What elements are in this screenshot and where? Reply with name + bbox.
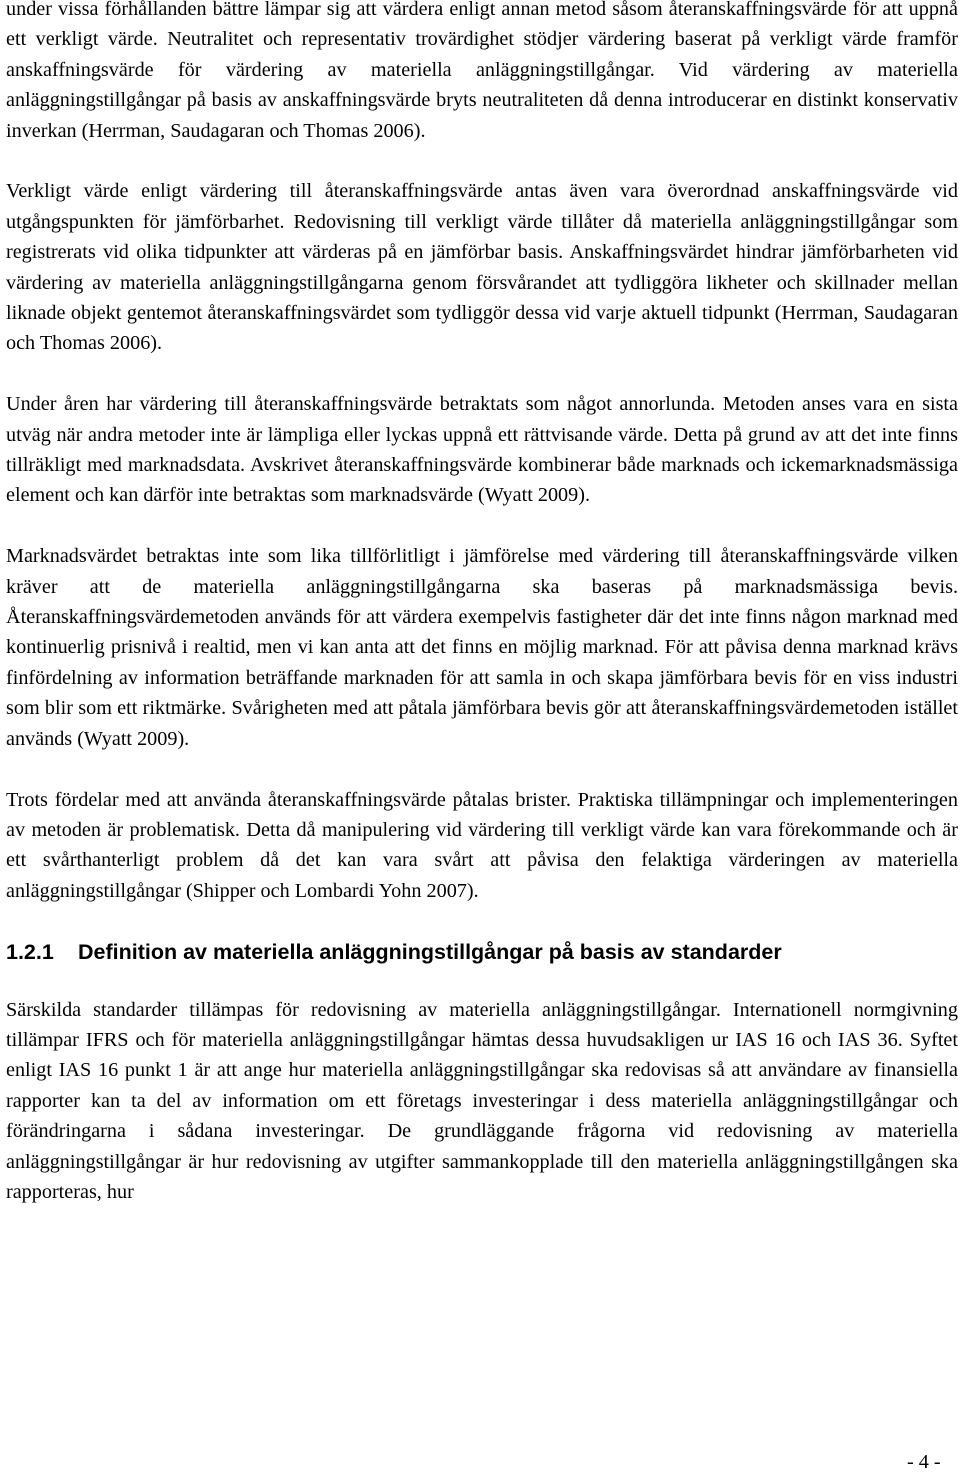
section-title: Definition av materiella anläggningstillgångar på basis av standarder	[78, 939, 782, 964]
section-paragraph: Särskilda standarder tillämpas för redovisning av materiella anläggningstillgångar. Internationell normgivning tillämpar IFRS och för materiella anläggningstillgångar hämtas dessa huvudsakligen ur IAS 16 och IAS 36. Syftet enligt IAS 16 punkt 1 är att ange hur materiella anläggningstillgångar ska redovisas så att användare av finansiella rapporter kan ta del av information om ett företags investeringar i dess materiella anläggningstillgångar och förändringarna i sådana investeringar. De grundläggande frågorna vid redovisning av materiella anläggningstillgångar är hur redovisning av utgifter sammankopplade till den materiella anläggningstillgången ska rapporteras, hur	[6, 998, 958, 1203]
document-page	[6, 0, 958, 1238]
paragraph-1: under vissa förhållanden bättre lämpar sig att värdera enligt annan metod såsom återanskaffningsvärde för att uppnå ett verkligt värde. Neutralitet och representativ trovärdighet stödjer värdering baserat på verkligt värde framför anskaffningsvärde för värdering av materiella anläggningstillgångar. Vid värdering av materiella anläggningstillgångar på basis av anskaffningsvärde bryts neutraliteten då denna introducerar en distinkt konservativ inverkan (Herrman, Saudagaran och Thomas 2006).	[6, 0, 958, 142]
section-heading	[6, 937, 958, 967]
paragraph-2: Verkligt värde enligt värdering till återanskaffningsvärde antas även vara överordnad anskaffningsvärde vid utgångspunkten för jämförbarhet. Redovisning till verkligt värde tillåter då materiella anläggningstillgångar som registrerats vid olika tidpunkter att värderas på en jämförbar basis. Anskaffningsvärdet hindrar jämförbarheten vid värdering av materiella anläggningstillgångarna genom försvårandet att tydliggöra likheter och skillnader mellan liknade objekt gentemot återanskaffningsvärdet som tydliggör dessa vid varje aktuell tidpunkt (Herrman, Saudagaran och Thomas 2006).	[6, 180, 958, 355]
page-number: - 4 -	[907, 1451, 941, 1473]
paragraph-5: Trots fördelar med att använda återanskaffningsvärde påtalas brister. Praktiska tillämpningar och implementeringen av metoden är problematisk. Detta då manipulering vid värdering till verkligt värde kan vara förekommande och är ett svårthanterligt problem då det kan vara svårt att påvisa den felaktiga värderingen av materiella anläggningstillgångar (Shipper och Lombardi Yohn 2007).	[6, 788, 958, 902]
paragraph-3: Under åren har värdering till återanskaffningsvärde betraktats som något annorlunda. Metoden anses vara en sista utväg när andra metoder inte är lämpliga eller lyckas uppnå ett rättvisande värde. Detta på grund av att det inte finns tillräkligt med marknadsdata. Avskrivet återanskaffningsvärde kombinerar både marknads och ickemarknadsmässiga element och kan därför inte betraktas som marknadsvärde (Wyatt 2009).	[6, 393, 958, 507]
paragraph-4: Marknadsvärdet betraktas inte som lika tillförlitligt i jämförelse med värdering till återanskaffningsvärde vilken kräver att de materiella anläggningstillgångarna ska baseras på marknadsmässiga bevis. Återanskaffningsvärdemetoden används för att värdera exempelvis fastigheter där det inte finns någon marknad med kontinuerlig prisnivå i realtid, men vi kan anta att det finns en möjlig marknad. För att påvisa denna marknad krävs finfördelning av information beträffande marknaden för att samla in och skapa jämförbara bevis för en viss industri som blir som ett riktmärke. Svårigheten med att påtala jämförbara bevis gör att återanskaffningsvärdemetoden istället används (Wyatt 2009).	[6, 545, 958, 750]
section-number: 1.2.1	[6, 939, 54, 964]
